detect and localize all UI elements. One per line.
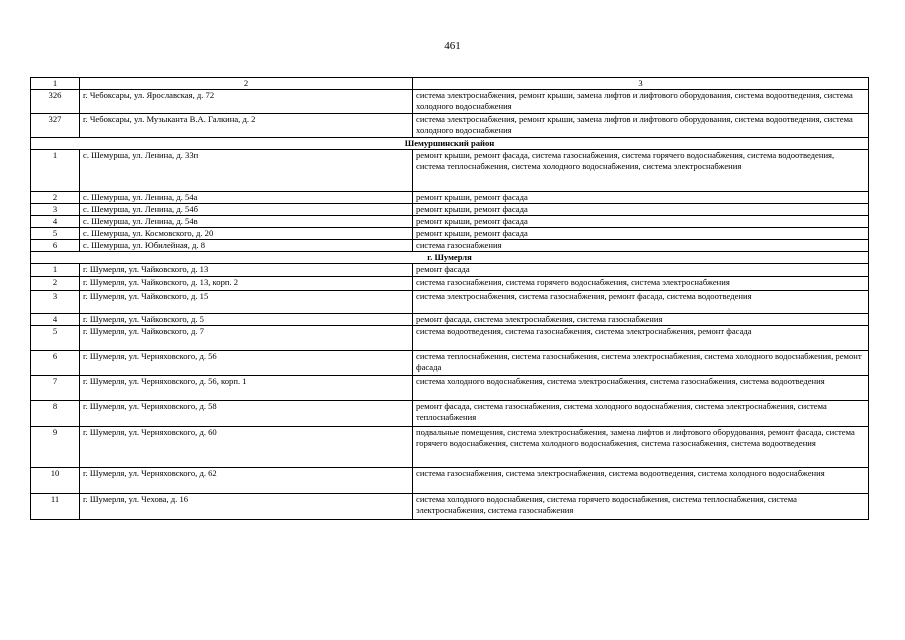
table-row [31, 376, 869, 401]
row-address: с. Шемурша, ул. Космовского, д. 20 [80, 228, 413, 240]
row-works: подвальные помещения, система электроснабжения, замена лифтов и лифтового оборудования, ремонт фасада, система горячего водоснабжения, система холодного водоснабжения, система газоснабжения, система водоотведения [413, 427, 869, 468]
section-title: Шемуршинский район [31, 138, 869, 150]
row-address: г. Шумерля, ул. Чайковского, д. 5 [80, 314, 413, 326]
row-address: г. Шумерля, ул. Черняховского, д. 60 [80, 427, 413, 468]
row-number: 10 [31, 468, 80, 494]
row-works: система электроснабжения, система газоснабжения, ремонт фасада, система водоотведения [413, 291, 869, 314]
table-row [31, 90, 869, 114]
row-number: 4 [31, 216, 80, 228]
row-number: 5 [31, 326, 80, 351]
column-number-3: 3 [413, 78, 869, 90]
table-row [31, 192, 869, 204]
row-works: система газоснабжения, система электроснабжения, система водоотведения, система холодного водоснабжения [413, 468, 869, 494]
row-address: г. Чебоксары, ул. Музыканта В.А. Галкина, д. 2 [80, 114, 413, 138]
table-row [31, 114, 869, 138]
table-row [31, 427, 869, 468]
row-works: ремонт крыши, ремонт фасада [413, 192, 869, 204]
row-address: г. Чебоксары, ул. Ярославская, д. 72 [80, 90, 413, 114]
row-works: ремонт фасада, система газоснабжения, система холодного водоснабжения, система электроснабжения, система теплоснабжения [413, 401, 869, 427]
table-row [31, 351, 869, 376]
row-number: 6 [31, 351, 80, 376]
row-works: ремонт крыши, ремонт фасада [413, 228, 869, 240]
table-row [31, 240, 869, 252]
column-number-2: 2 [80, 78, 413, 90]
table-row [31, 291, 869, 314]
row-address: г. Шумерля, ул. Чайковского, д. 13, корп. 2 [80, 277, 413, 291]
row-number: 9 [31, 427, 80, 468]
row-address: г. Шумерля, ул. Чайковского, д. 7 [80, 326, 413, 351]
row-works: система водоотведения, система газоснабжения, система электроснабжения, ремонт фасада [413, 326, 869, 351]
row-address: г. Шумерля, ул. Черняховского, д. 56 [80, 351, 413, 376]
row-number: 4 [31, 314, 80, 326]
row-address: г. Шумерля, ул. Черняховского, д. 58 [80, 401, 413, 427]
row-number: 326 [31, 90, 80, 114]
section-row [31, 138, 869, 150]
section-row [31, 252, 869, 264]
table-row [31, 468, 869, 494]
row-works: ремонт крыши, ремонт фасада [413, 216, 869, 228]
row-works: ремонт крыши, ремонт фасада, система газоснабжения, система горячего водоснабжения, система водоотведения, система теплоснабжения, система холодного водоснабжения, система электроснабжения [413, 150, 869, 192]
row-number: 7 [31, 376, 80, 401]
row-address: с. Шемурша, ул. Ленина, д. 54а [80, 192, 413, 204]
row-works: система холодного водоснабжения, система горячего водоснабжения, система теплоснабжения, система электроснабжения, система газоснабжения [413, 494, 869, 520]
row-number: 2 [31, 277, 80, 291]
row-address: г. Шумерля, ул. Черняховского, д. 62 [80, 468, 413, 494]
row-works: ремонт крыши, ремонт фасада [413, 204, 869, 216]
table-row [31, 314, 869, 326]
row-number: 3 [31, 204, 80, 216]
table-row [31, 494, 869, 520]
row-number: 6 [31, 240, 80, 252]
row-works: система холодного водоснабжения, система электроснабжения, система газоснабжения, система водоотведения [413, 376, 869, 401]
row-number: 3 [31, 291, 80, 314]
row-works: ремонт фасада [413, 264, 869, 277]
row-number: 1 [31, 264, 80, 277]
column-number-1: 1 [31, 78, 80, 90]
table-row [31, 326, 869, 351]
table-row [31, 401, 869, 427]
row-works: система теплоснабжения, система газоснабжения, система электроснабжения, система холодного водоснабжения, ремонт фасада [413, 351, 869, 376]
table-row [31, 204, 869, 216]
table-row [31, 216, 869, 228]
page-number: 461 [444, 40, 461, 52]
register-table [30, 77, 869, 520]
row-number: 8 [31, 401, 80, 427]
row-number: 2 [31, 192, 80, 204]
row-number: 5 [31, 228, 80, 240]
row-works: система электроснабжения, ремонт крыши, замена лифтов и лифтового оборудования, система водоотведения, система холодного водоснабжения [413, 90, 869, 114]
row-address: с. Шемурша, ул. Юбилейная, д. 8 [80, 240, 413, 252]
row-works: ремонт фасада, система электроснабжения, система газоснабжения [413, 314, 869, 326]
section-title: г. Шумерля [31, 252, 869, 264]
row-address: с. Шемурша, ул. Ленина, д. 54б [80, 204, 413, 216]
row-address: г. Шумерля, ул. Чехова, д. 16 [80, 494, 413, 520]
table-row [31, 264, 869, 277]
row-address: г. Шумерля, ул. Чайковского, д. 15 [80, 291, 413, 314]
table-row [31, 228, 869, 240]
row-works: система газоснабжения [413, 240, 869, 252]
row-works: система газоснабжения, система горячего водоснабжения, система электроснабжения [413, 277, 869, 291]
row-address: г. Шумерля, ул. Чайковского, д. 13 [80, 264, 413, 277]
row-works: система электроснабжения, ремонт крыши, замена лифтов и лифтового оборудования, система водоотведения, система холодного водоснабжения [413, 114, 869, 138]
table-row [31, 150, 869, 192]
row-number: 1 [31, 150, 80, 192]
row-number: 327 [31, 114, 80, 138]
column-number-row [31, 78, 869, 90]
table-row [31, 277, 869, 291]
row-address: г. Шумерля, ул. Черняховского, д. 56, корп. 1 [80, 376, 413, 401]
row-address: с. Шемурша, ул. Ленина, д. 54в [80, 216, 413, 228]
row-address: с. Шемурша, ул. Ленина, д. 33п [80, 150, 413, 192]
register-table-body [31, 78, 869, 520]
row-number: 11 [31, 494, 80, 520]
